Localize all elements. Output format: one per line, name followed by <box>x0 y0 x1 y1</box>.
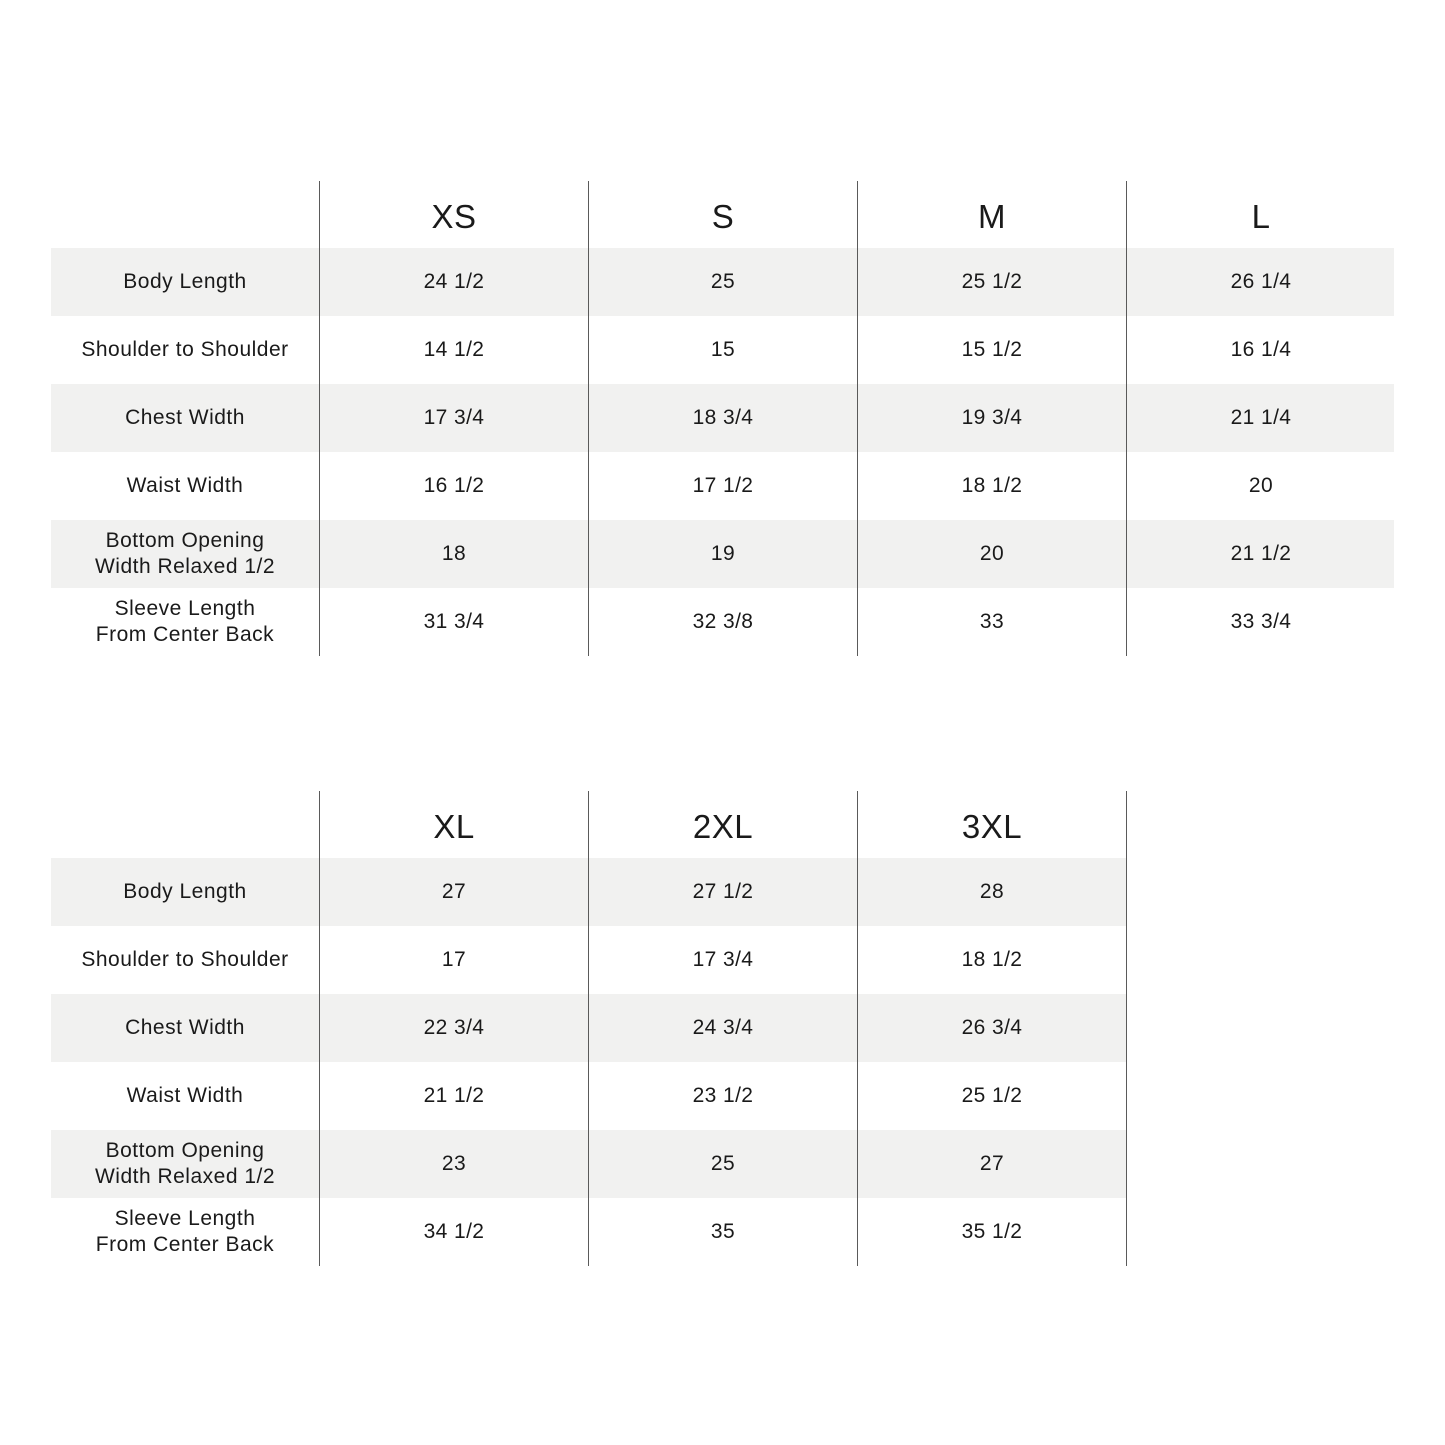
measurement-value: 17 <box>319 926 588 994</box>
measurement-row <box>51 588 1394 656</box>
empty-column <box>1126 791 1395 858</box>
measurement-value: 33 <box>857 588 1126 656</box>
measurement-label: Bottom Opening Width Relaxed 1/2 <box>94 529 276 578</box>
size-column-header: S <box>588 181 857 248</box>
size-column-header: 2XL <box>588 791 857 858</box>
measurement-value: 35 <box>588 1198 857 1266</box>
measurement-value: 28 <box>857 858 1126 926</box>
measurement-value: 25 1/2 <box>857 248 1126 316</box>
measurement-value: 34 1/2 <box>319 1198 588 1266</box>
measurement-row <box>51 452 1394 520</box>
size-column-header: 3XL <box>857 791 1126 858</box>
measurement-row <box>51 316 1394 384</box>
size-header-row <box>51 791 1394 858</box>
measurement-row <box>51 384 1394 452</box>
measurement-row <box>51 858 1394 926</box>
measurement-value: 25 <box>588 1130 857 1198</box>
measurement-value: 20 <box>1126 452 1395 520</box>
header-corner <box>51 181 319 248</box>
measurement-value: 24 3/4 <box>588 994 857 1062</box>
measurement-value: 22 3/4 <box>319 994 588 1062</box>
measurement-label: Body Length <box>123 880 247 903</box>
measurement-value: 21 1/2 <box>319 1062 588 1130</box>
measurement-value: 16 1/4 <box>1126 316 1395 384</box>
measurement-value: 16 1/2 <box>319 452 588 520</box>
measurement-value: 19 3/4 <box>857 384 1126 452</box>
measurement-value: 17 3/4 <box>588 926 857 994</box>
empty-cell <box>1126 926 1395 994</box>
measurement-value: 17 3/4 <box>319 384 588 452</box>
empty-cell <box>1126 1198 1395 1266</box>
measurement-value: 27 <box>319 858 588 926</box>
size-chart-table-top <box>51 181 1394 656</box>
empty-cell <box>1126 1062 1395 1130</box>
measurement-row <box>51 248 1394 316</box>
measurement-value: 24 1/2 <box>319 248 588 316</box>
measurement-value: 32 3/8 <box>588 588 857 656</box>
size-column-header: M <box>857 181 1126 248</box>
size-column-header: XS <box>319 181 588 248</box>
measurement-value: 14 1/2 <box>319 316 588 384</box>
measurement-value: 17 1/2 <box>588 452 857 520</box>
measurement-value: 27 <box>857 1130 1126 1198</box>
measurement-value: 19 <box>588 520 857 588</box>
measurement-value: 23 1/2 <box>588 1062 857 1130</box>
header-corner <box>51 791 319 858</box>
measurement-value: 18 1/2 <box>857 926 1126 994</box>
measurement-label: Shoulder to Shoulder <box>81 948 289 971</box>
size-chart-table-bottom <box>51 791 1394 1266</box>
size-header-row <box>51 181 1394 248</box>
measurement-value: 21 1/2 <box>1126 520 1395 588</box>
measurement-value: 18 3/4 <box>588 384 857 452</box>
measurement-value: 15 <box>588 316 857 384</box>
measurement-label: Body Length <box>123 270 247 293</box>
measurement-label: Chest Width <box>125 1016 245 1039</box>
measurement-value: 25 1/2 <box>857 1062 1126 1130</box>
empty-cell <box>1126 994 1395 1062</box>
measurement-value: 27 1/2 <box>588 858 857 926</box>
measurement-label: Shoulder to Shoulder <box>81 338 289 361</box>
measurement-row <box>51 926 1394 994</box>
measurement-row <box>51 1198 1394 1266</box>
measurement-value: 18 <box>319 520 588 588</box>
measurement-label: Sleeve Length From Center Back <box>95 1207 275 1256</box>
measurement-value: 18 1/2 <box>857 452 1126 520</box>
empty-cell <box>1126 858 1395 926</box>
size-column-header: L <box>1126 181 1395 248</box>
measurement-value: 31 3/4 <box>319 588 588 656</box>
measurement-label: Chest Width <box>125 406 245 429</box>
measurement-value: 23 <box>319 1130 588 1198</box>
measurement-label: Sleeve Length From Center Back <box>95 597 275 646</box>
measurement-value: 20 <box>857 520 1126 588</box>
measurement-row <box>51 520 1394 588</box>
measurement-value: 35 1/2 <box>857 1198 1126 1266</box>
measurement-value: 26 3/4 <box>857 994 1126 1062</box>
measurement-label: Bottom Opening Width Relaxed 1/2 <box>94 1139 276 1188</box>
empty-cell <box>1126 1130 1395 1198</box>
measurement-label: Waist Width <box>126 1084 244 1107</box>
measurement-value: 21 1/4 <box>1126 384 1395 452</box>
measurement-row <box>51 994 1394 1062</box>
measurement-row <box>51 1130 1394 1198</box>
measurement-value: 25 <box>588 248 857 316</box>
measurement-label: Waist Width <box>126 474 244 497</box>
measurement-value: 33 3/4 <box>1126 588 1395 656</box>
measurement-value: 26 1/4 <box>1126 248 1395 316</box>
measurement-row <box>51 1062 1394 1130</box>
size-column-header: XL <box>319 791 588 858</box>
measurement-value: 15 1/2 <box>857 316 1126 384</box>
